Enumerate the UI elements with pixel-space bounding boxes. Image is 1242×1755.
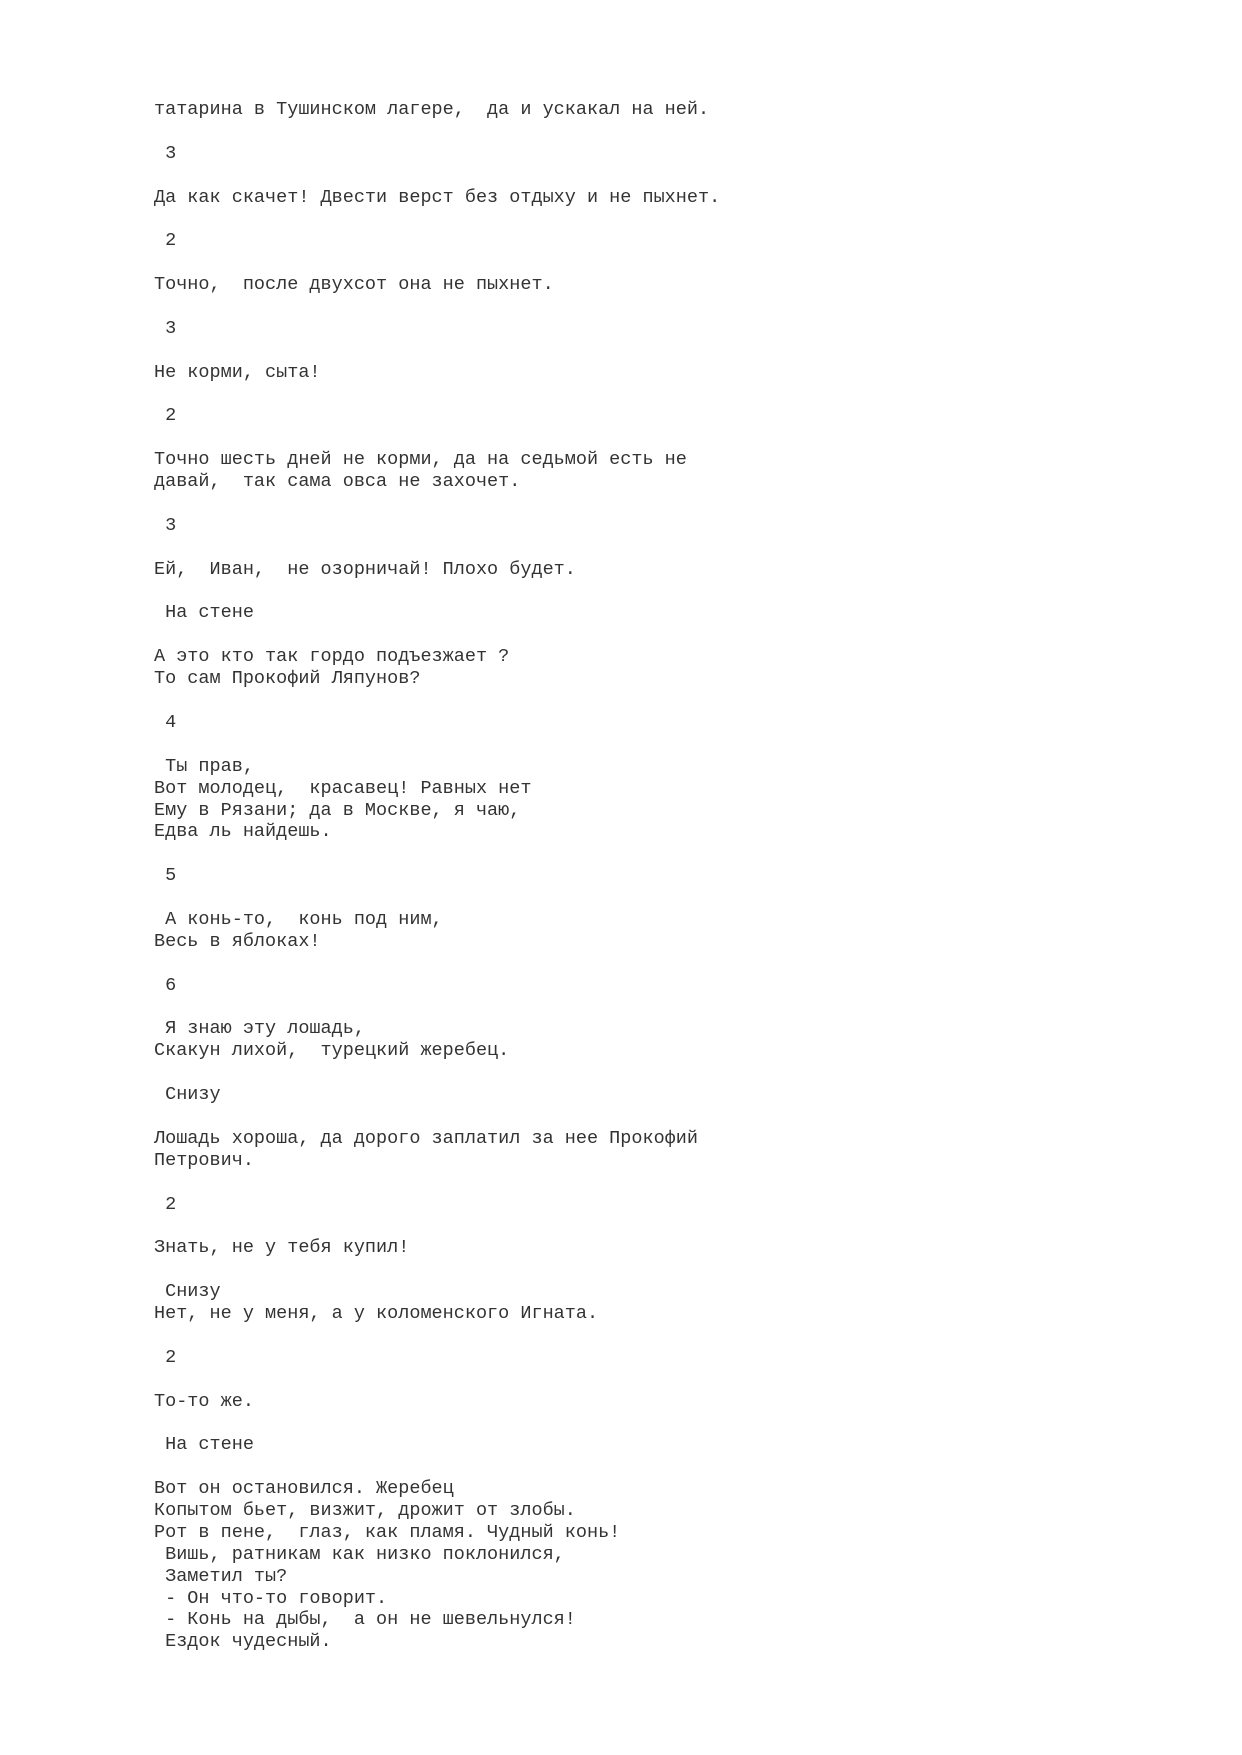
- text-line: Рот в пене, глаз, как пламя. Чудный конь!: [154, 1521, 621, 1543]
- text-line: 4: [154, 711, 177, 733]
- text-line: 3: [154, 317, 177, 339]
- text-line: [154, 1456, 1194, 1478]
- text-line: 2: [154, 230, 177, 252]
- text-line: Лошадь хороша, да дорого заплатил за нее Прокофий: [154, 1127, 698, 1149]
- text-line: [154, 624, 1194, 646]
- text-line: - Конь на дыбы, а он не шевельнулся!: [154, 1609, 576, 1631]
- text-line: давай, так сама овса не захочет.: [154, 471, 521, 493]
- text-line: Скакун лихой, турецкий жеребец.: [154, 1040, 510, 1062]
- text-line: На стене: [154, 602, 254, 624]
- text-line: На стене: [154, 1434, 254, 1456]
- text-line: [154, 252, 1194, 274]
- text-line: 2: [154, 1193, 177, 1215]
- text-line: [154, 121, 1194, 143]
- text-line: То сам Прокофий Ляпунов?: [154, 668, 421, 690]
- text-line: [154, 581, 1194, 603]
- text-line: 3: [154, 142, 177, 164]
- document-text: [154, 99, 1194, 1653]
- text-line: [154, 953, 1194, 975]
- text-line: [154, 493, 1194, 515]
- text-line: [154, 1172, 1194, 1194]
- text-line: Снизу: [154, 1281, 221, 1303]
- text-line: [154, 887, 1194, 909]
- text-line: [154, 1106, 1194, 1128]
- text-line: Да как скачет! Двести верст без отдыху и не пыхнет.: [154, 186, 721, 208]
- text-line: [154, 208, 1194, 230]
- text-line: Знать, не у тебя купил!: [154, 1237, 410, 1259]
- text-line: [154, 690, 1194, 712]
- text-line: [154, 734, 1194, 756]
- text-line: А конь-то, конь под ним,: [154, 908, 443, 930]
- text-line: То-то же.: [154, 1390, 254, 1412]
- text-line: 5: [154, 865, 177, 887]
- text-line: [154, 997, 1194, 1019]
- text-line: [154, 1215, 1194, 1237]
- text-line: Вишь, ратникам как низко поклонился,: [154, 1543, 565, 1565]
- text-line: [154, 537, 1194, 559]
- text-line: 6: [154, 974, 177, 996]
- text-line: Ему в Рязани; да в Москве, я чаю,: [154, 799, 521, 821]
- text-line: Вот молодец, красавец! Равных нет: [154, 777, 532, 799]
- text-line: Заметил ты?: [154, 1565, 288, 1587]
- text-line: [154, 340, 1194, 362]
- text-line: А это кто так гордо подъезжает ?: [154, 646, 510, 668]
- text-line: 3: [154, 514, 177, 536]
- text-line: [154, 427, 1194, 449]
- text-line: Вот он остановился. Жеребец: [154, 1478, 454, 1500]
- text-line: - Он что-то говорит.: [154, 1587, 388, 1609]
- text-line: [154, 1259, 1194, 1281]
- text-line: [154, 384, 1194, 406]
- text-line: [154, 1369, 1194, 1391]
- text-line: Ей, Иван, не озорничай! Плохо будет.: [154, 558, 576, 580]
- text-line: Не корми, сыта!: [154, 361, 321, 383]
- text-line: татарина в Тушинском лагере, да и ускакал на ней.: [154, 99, 710, 120]
- text-line: Снизу: [154, 1084, 221, 1106]
- text-line: 2: [154, 1346, 177, 1368]
- text-line: Я знаю эту лошадь,: [154, 1018, 365, 1040]
- text-line: [154, 1062, 1194, 1084]
- text-line: Ездок чудесный.: [154, 1631, 332, 1653]
- text-line: Копытом бьет, визжит, дрожит от злобы.: [154, 1500, 576, 1521]
- text-line: Точно шесть дней не корми, да на седьмой есть не: [154, 449, 687, 471]
- text-line: [154, 165, 1194, 187]
- text-line: [154, 1412, 1194, 1434]
- text-line: Весь в яблоках!: [154, 930, 321, 952]
- text-line: [154, 296, 1194, 318]
- text-line: Точно, после двухсот она не пыхнет.: [154, 274, 554, 296]
- text-line: Петрович.: [154, 1149, 254, 1171]
- text-line: Нет, не у меня, а у коломенского Игната.: [154, 1302, 599, 1324]
- text-line: Едва ль найдешь.: [154, 821, 332, 843]
- text-line: Ты прав,: [154, 755, 254, 777]
- text-line: [154, 1325, 1194, 1347]
- text-line: [154, 843, 1194, 865]
- text-line: 2: [154, 405, 177, 427]
